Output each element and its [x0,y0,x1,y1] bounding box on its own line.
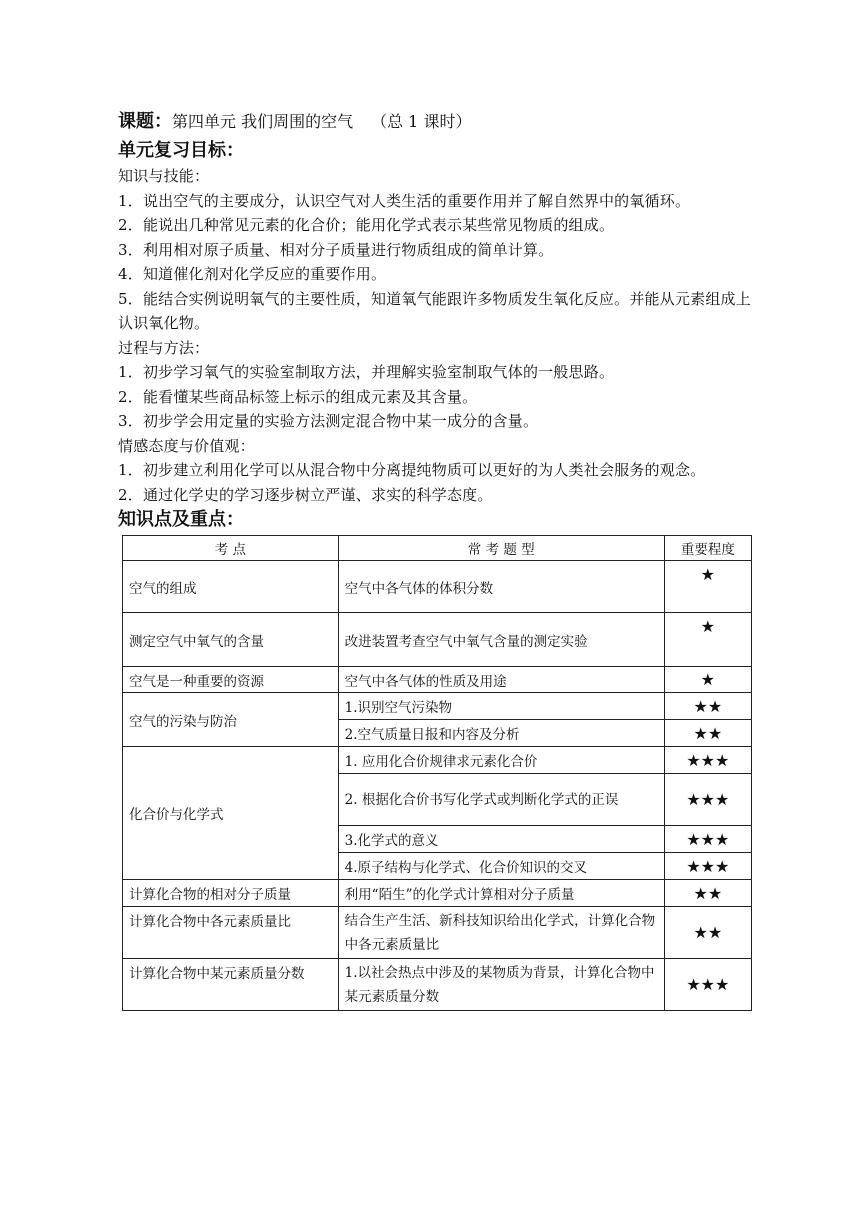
importance-stars: ★ [664,613,751,667]
topic-cell: 空气是一种重要的资源 [123,667,339,693]
question-cell: 结合生产生活、新科技知识给出化学式，计算化合物中各元素质量比 [338,907,664,959]
question-cell: 1.识别空气污染物 [338,693,664,720]
process-item: 1．初步学习氧气的实验室制取方法，并理解实验室制取气体的一般思路。 [118,363,615,381]
question-cell: 空气中各气体的体积分数 [338,561,664,613]
process-item: 2．能看懂某些商品标签上标示的组成元素及其含量。 [118,387,478,406]
question-cell: 1. 应用化合价规律求元素化合价 [338,747,664,774]
emotion-item: 2．通过化学史的学习逐步树立严谨、求实的科学态度。 [118,485,493,504]
table-row [123,907,752,959]
table-heading: 知识点及重点： [118,509,244,530]
topic-cell: 空气的组成 [123,561,339,613]
question-cell: 1.以社会热点中涉及的某物质为背景，计算化合物中某元素质量分数 [338,959,664,1011]
topic-cell: 计算化合物中某元素质量分数 [123,959,339,1011]
column-header-question: 常 考 题 型 [338,536,664,561]
knowledge-item: 4．知道催化剂对化学反应的重要作用。 [118,265,387,283]
importance-stars: ★★★ [664,747,751,774]
importance-stars: ★★ [664,693,751,720]
importance-stars: ★★ [664,907,751,959]
topic-cell: 计算化合物的相对分子质量 [123,880,339,907]
importance-stars: ★★★ [664,853,751,880]
table-row [123,693,752,720]
question-cell: 3.化学式的意义 [338,826,664,853]
importance-stars: ★★ [664,880,751,907]
importance-stars: ★★★ [664,774,751,826]
column-header-topic: 考 点 [123,536,339,561]
goals-heading: 单元复习目标： [118,140,244,161]
topic-cell: 空气的污染与防治 [123,693,339,747]
topic-cell: 化合价与化学式 [123,747,339,880]
lesson-title [118,108,758,138]
table-row [123,667,752,693]
knowledge-table [122,535,752,1011]
importance-stars: ★★★ [664,959,751,1011]
table-row [123,880,752,907]
emotion-title: 情感态度与价值观： [118,436,255,455]
lesson-hours: （总 1 课时） [371,112,472,131]
question-cell: 2.空气质量日报和内容及分析 [338,720,664,747]
process-title: 过程与方法： [118,338,210,357]
lesson-unit: 第四单元 我们周围的空气 [172,112,354,131]
question-cell: 空气中各气体的性质及用途 [338,667,664,693]
topic-cell: 测定空气中氧气的含量 [123,613,339,667]
question-cell: 利用“陌生”的化学式计算相对分子质量 [338,880,664,907]
question-cell: 2. 根据化合价书写化学式或判断化学式的正误 [338,774,664,826]
topic-cell: 计算化合物中各元素质量比 [123,907,339,959]
importance-stars: ★ [664,561,751,613]
table-header-row [123,536,752,561]
process-item: 3．初步学会用定量的实验方法测定混合物中某一成分的含量。 [118,412,539,430]
knowledge-item: 2．能说出几种常见元素的化合价；能用化学式表示某些常见物质的组成。 [118,216,615,234]
column-header-importance: 重要程度 [664,536,751,561]
question-cell: 4.原子结构与化学式、化合价知识的交叉 [338,853,664,880]
emotion-item: 1．初步建立利用化学可以从混合物中分离提纯物质可以更好的为人类社会服务的观念。 [118,461,706,479]
document-page [118,108,758,1011]
importance-stars: ★★ [664,720,751,747]
table-row [123,959,752,1011]
knowledge-item: 3．利用相对原子质量、相对分子质量进行物质组成的简单计算。 [118,240,554,259]
importance-stars: ★★★ [664,826,751,853]
importance-stars: ★ [664,667,751,693]
table-row [123,747,752,774]
knowledge-item: 5．能结合实例说明氧气的主要性质，知道氧气能跟许多物质发生氧化反应。并能从元素组成上认识氧化物。 [118,289,751,332]
lesson-title-label: 课题： [118,111,172,132]
question-cell: 改进装置考查空气中氧气含量的测定实验 [338,613,664,667]
knowledge-item: 1．说出空气的主要成分，认识空气对人类生活的重要作用并了解自然界中的氧循环。 [118,191,691,210]
table-row [123,561,752,613]
knowledge-title: 知识与技能： [118,167,210,185]
table-row [123,613,752,667]
